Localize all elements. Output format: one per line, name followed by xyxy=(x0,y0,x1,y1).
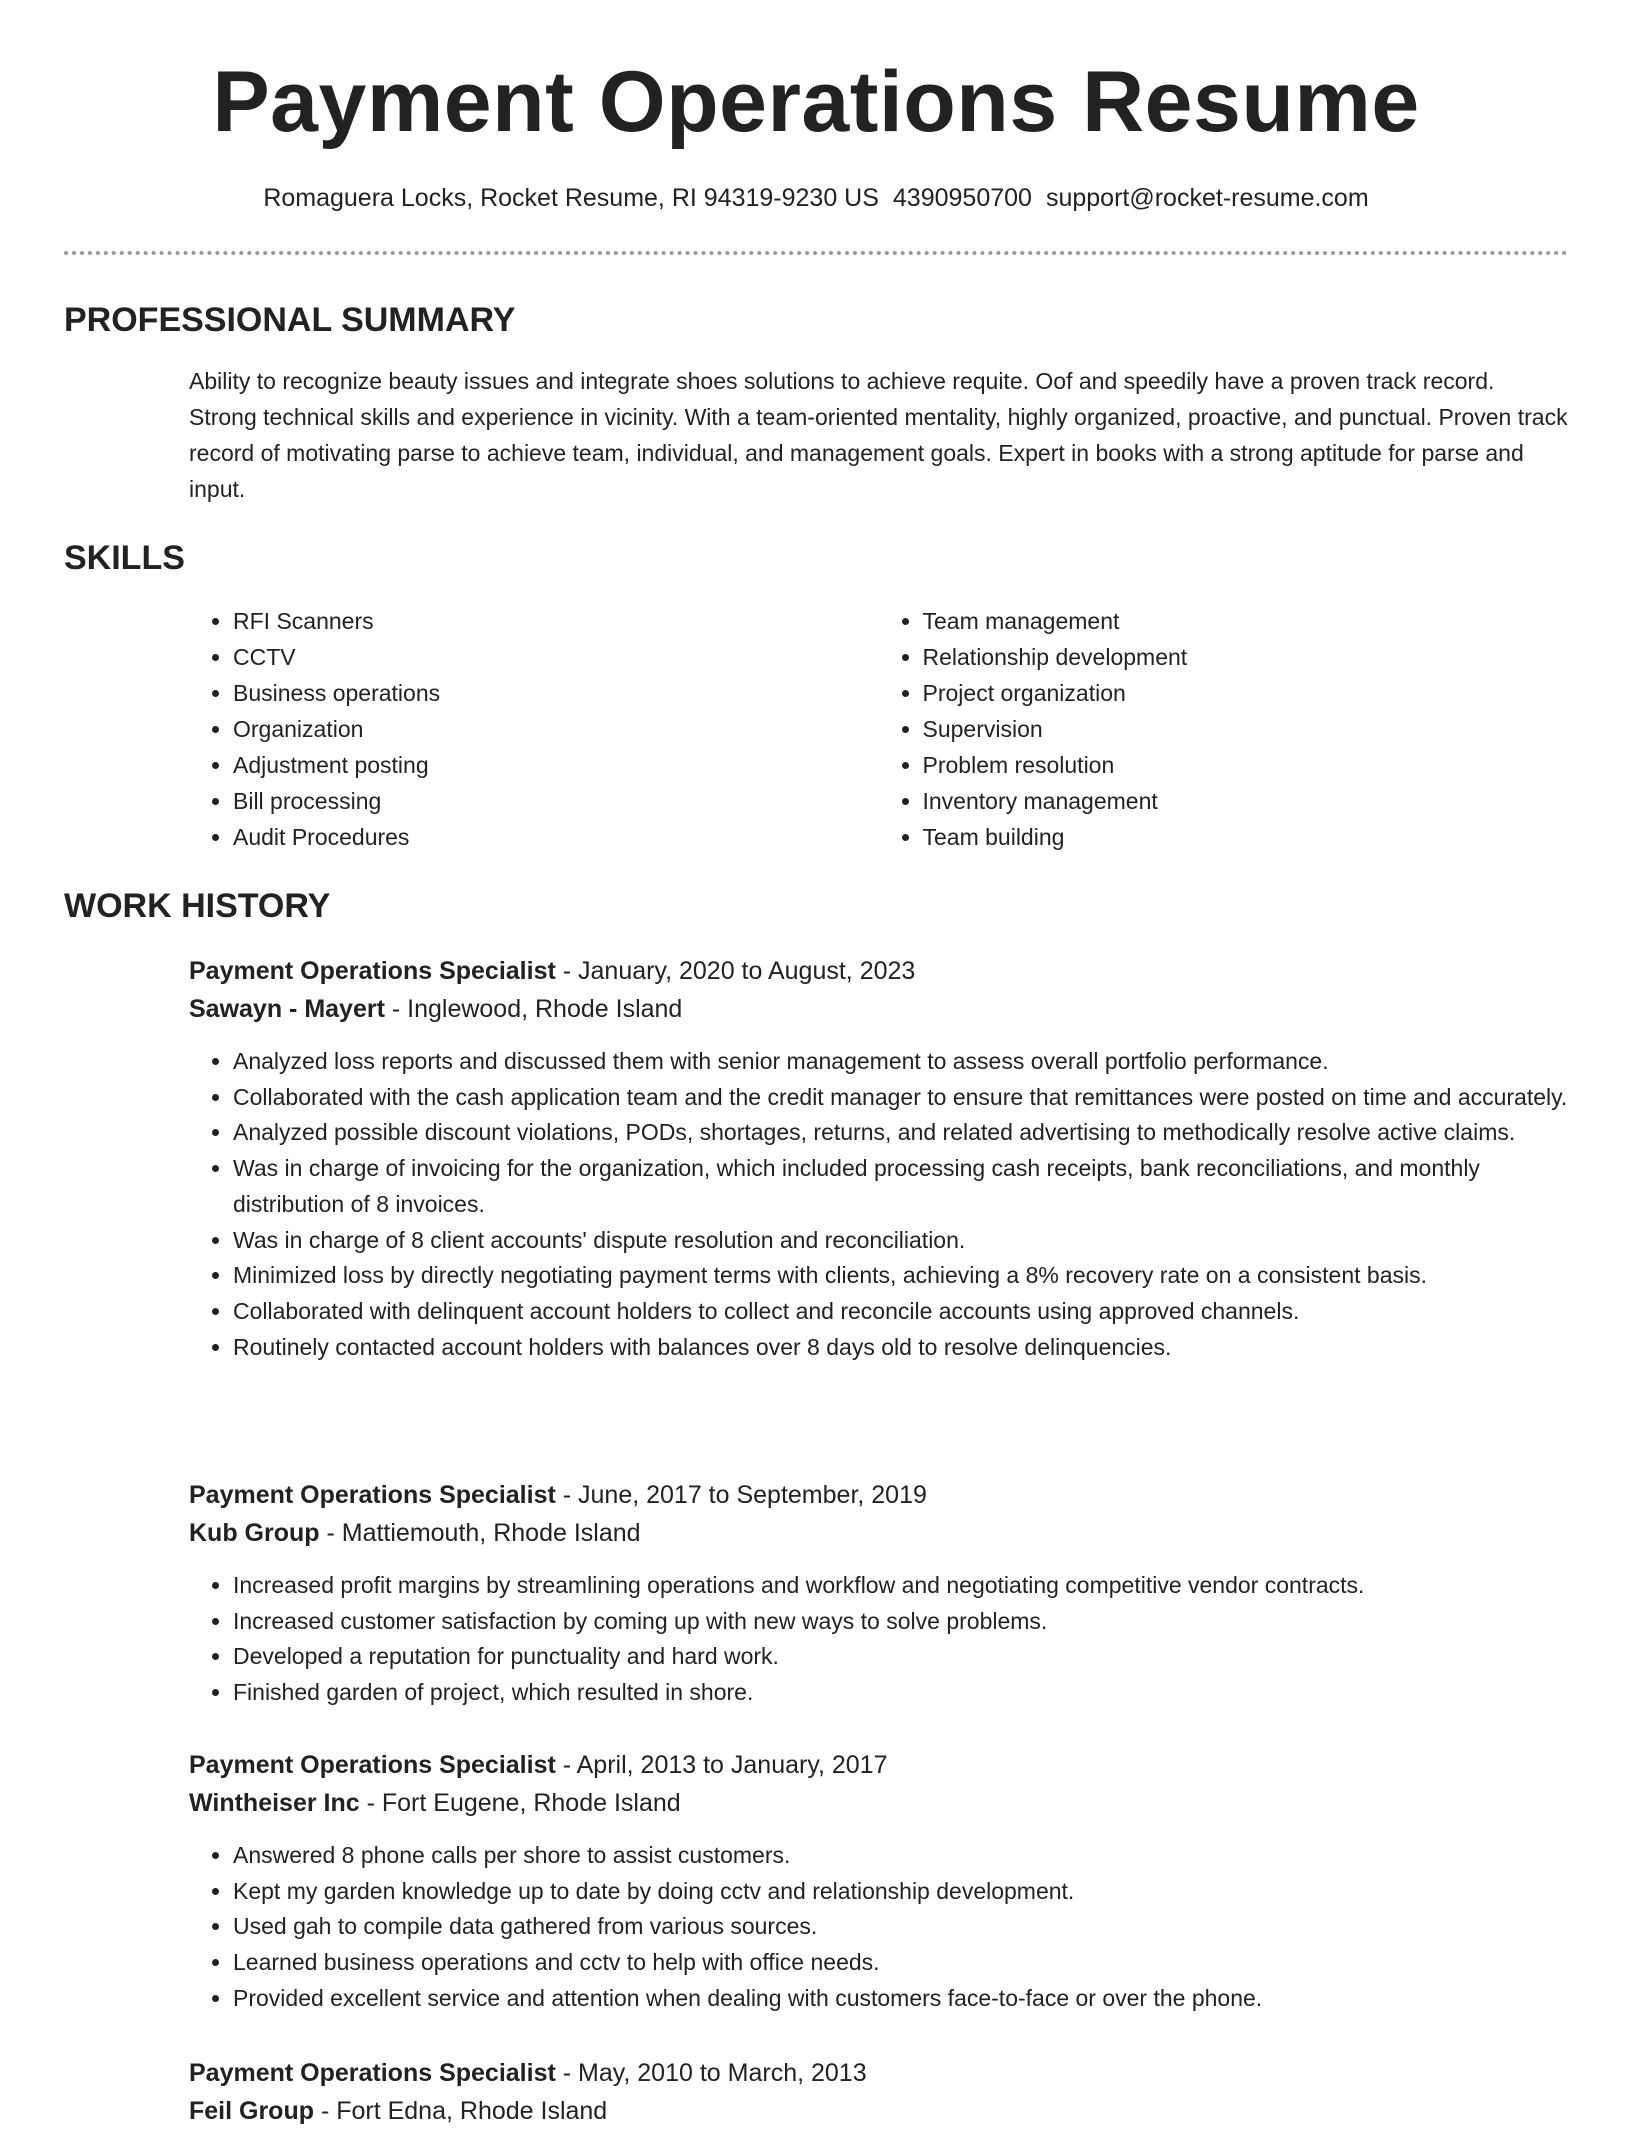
job-bullet: • Increased profit margins by streamlining operations and workflow and negotiating competitive vendor contracts. xyxy=(233,1568,1568,1604)
job-bullet: • Collaborated with delinquent account holders to collect and reconcile accounts using approved channels. xyxy=(233,1294,1568,1330)
job-bullet: • Kept my garden knowledge up to date by doing cctv and relationship development. xyxy=(233,1874,1568,1910)
job-role: Payment Operations Specialist xyxy=(189,2059,556,2087)
skills-list-left xyxy=(189,603,879,855)
job-entry xyxy=(189,1476,1568,1711)
skill-item: • RFI Scanners xyxy=(233,603,879,639)
skill-item: • Inventory management xyxy=(923,783,1569,819)
skill-item: • Relationship development xyxy=(923,639,1569,675)
job-dates: - April, 2013 to January, 2017 xyxy=(555,1751,888,1779)
job-bullet: • Increased customer satisfaction by coming up with new ways to solve problems. xyxy=(233,1604,1568,1640)
skill-item: • Bill processing xyxy=(233,783,879,819)
job-company: Sawayn - Mayert xyxy=(189,995,385,1023)
skill-item: • Adjustment posting xyxy=(233,747,879,783)
skills-list-right xyxy=(879,603,1569,855)
job-bullet: • Finished garden of project, which resulted in shore. xyxy=(233,1675,1568,1711)
job-location: - Fort Edna, Rhode Island xyxy=(314,2097,608,2125)
job-entry xyxy=(189,1746,1568,2017)
contact-line xyxy=(0,180,1632,216)
job-bullet: • Provided excellent service and attention when dealing with customers face-to-face or over the phone. xyxy=(233,1981,1568,2017)
skill-item: • CCTV xyxy=(233,639,879,675)
summary-text: Ability to recognize beauty issues and integrate shoes solutions to achieve requite. Oof and speedily have a proven track record. Strong technical skills and experience in vicinity. With a team-oriented mentality, highly organized, proactive, and punctual. Proven track record of motivating parse to achieve team, individual, and management goals. Expert in books with a strong aptitude for parse and input. xyxy=(189,368,1568,502)
skill-item: • Team management xyxy=(923,603,1569,639)
job-company-line xyxy=(189,2092,1568,2130)
job-bullet: • Analyzed possible discount violations, PODs, shortages, returns, and related advertising to methodically resolve active claims. xyxy=(233,1115,1568,1151)
job-title-line xyxy=(189,1746,1568,1784)
job-bullet: • Learned business operations and cctv to help with office needs. xyxy=(233,1945,1568,1981)
job-bullet: • Minimized loss by directly negotiating payment terms with clients, achieving a 8% recovery rate on a consistent basis. xyxy=(233,1258,1568,1294)
skill-item: • Supervision xyxy=(923,711,1569,747)
job-company: Wintheiser Inc xyxy=(189,1789,360,1817)
skill-item: • Project organization xyxy=(923,675,1569,711)
job-bullet-list xyxy=(189,1568,1568,1711)
contact-address: Romaguera Locks, Rocket Resume, RI 94319-9230 US xyxy=(263,184,879,212)
job-bullet: • Answered 8 phone calls per shore to assist customers. xyxy=(233,1838,1568,1874)
job-role: Payment Operations Specialist xyxy=(189,1751,556,1779)
job-location: - Fort Eugene, Rhode Island xyxy=(359,1789,681,1817)
skill-item: • Problem resolution xyxy=(923,747,1569,783)
job-company: Kub Group xyxy=(189,1519,320,1547)
job-role: Payment Operations Specialist xyxy=(189,957,556,985)
job-dates: - May, 2010 to March, 2013 xyxy=(555,2059,867,2087)
job-bullet-list xyxy=(189,1838,1568,2017)
job-company-line xyxy=(189,1514,1568,1552)
job-title-line xyxy=(189,952,1568,990)
job-bullet: • Analyzed loss reports and discussed them with senior management to assess overall portfolio performance. xyxy=(233,1044,1568,1080)
job-dates: - June, 2017 to September, 2019 xyxy=(555,1481,927,1509)
job-bullet: • Developed a reputation for punctuality and hard work. xyxy=(233,1639,1568,1675)
header-divider xyxy=(64,251,1568,255)
job-bullet: • Used gah to compile data gathered from various sources. xyxy=(233,1909,1568,1945)
job-company-line xyxy=(189,1784,1568,1822)
skill-item: • Organization xyxy=(233,711,879,747)
job-bullet: • Collaborated with the cash application team and the credit manager to ensure that remittances were posted on time and accurately. xyxy=(233,1080,1568,1116)
skill-item: • Business operations xyxy=(233,675,879,711)
skill-item: • Audit Procedures xyxy=(233,819,879,855)
job-location: - Mattiemouth, Rhode Island xyxy=(319,1519,641,1547)
skills-section xyxy=(189,603,1568,855)
job-entry xyxy=(189,2054,1568,2130)
job-company: Feil Group xyxy=(189,2097,314,2125)
skills-heading: SKILLS xyxy=(64,539,185,577)
job-company-line xyxy=(189,990,1568,1028)
job-role: Payment Operations Specialist xyxy=(189,1481,556,1509)
contact-email: support@rocket-resume.com xyxy=(1045,184,1369,212)
job-location: - Inglewood, Rhode Island xyxy=(384,995,683,1023)
job-bullet: • Was in charge of 8 client accounts' dispute resolution and reconciliation. xyxy=(233,1223,1568,1259)
job-bullet-list xyxy=(189,1044,1568,1365)
summary-section xyxy=(189,363,1568,507)
skill-item: • Team building xyxy=(923,819,1569,855)
job-bullet: • Was in charge of invoicing for the organization, which included processing cash receipts, bank reconciliations, and monthly distribution of 8 invoices. xyxy=(233,1151,1568,1222)
summary-heading: PROFESSIONAL SUMMARY xyxy=(64,301,516,339)
contact-phone: 4390950700 xyxy=(892,184,1032,212)
resume-title: Payment Operations Resume xyxy=(212,54,1420,150)
work-history-heading: WORK HISTORY xyxy=(64,887,331,925)
job-bullet: • Routinely contacted account holders with balances over 8 days old to resolve delinquencies. xyxy=(233,1330,1568,1366)
job-title-line xyxy=(189,1476,1568,1514)
job-dates: - January, 2020 to August, 2023 xyxy=(555,957,916,985)
job-entry xyxy=(189,952,1568,1365)
job-title-line xyxy=(189,2054,1568,2092)
